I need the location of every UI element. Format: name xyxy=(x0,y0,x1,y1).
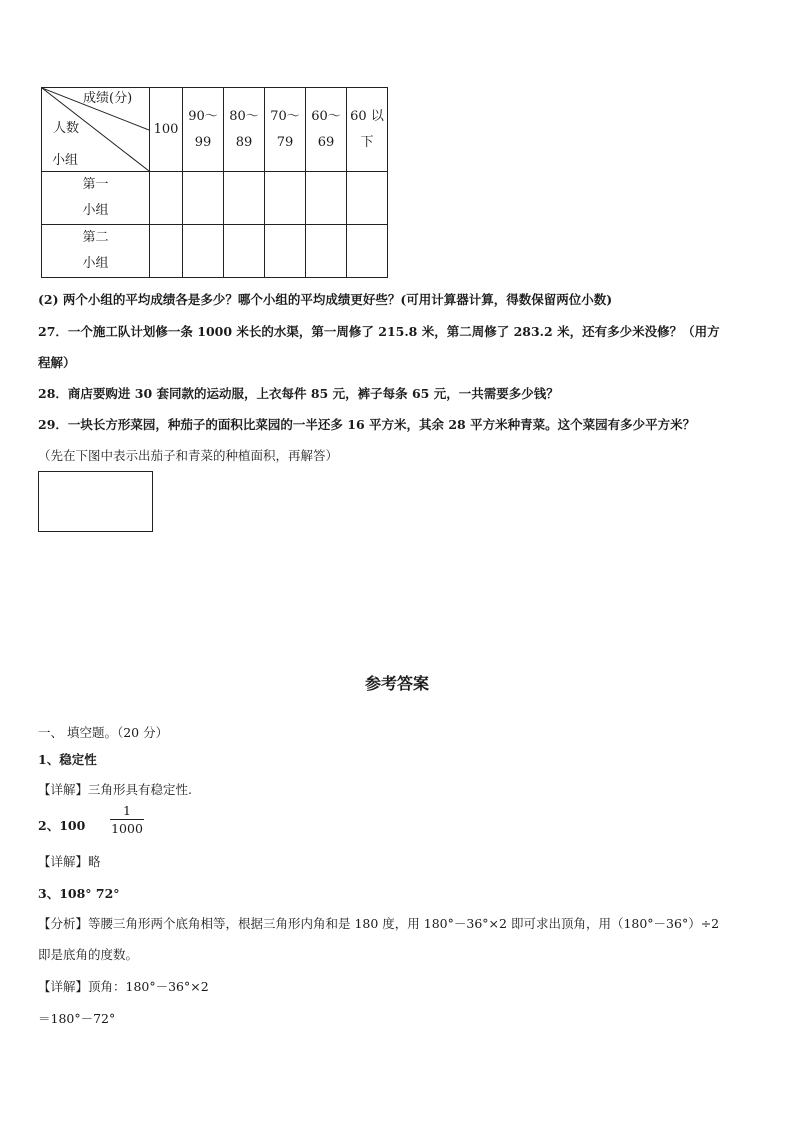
question-2: (2) 两个小组的平均成绩各是多少？哪个小组的平均成绩更好些？(可用计算器计算，得数保留两位小数) xyxy=(38,292,613,307)
table-row xyxy=(42,172,388,225)
table-cell xyxy=(265,225,306,278)
diag-label-group: 小组 xyxy=(52,153,79,168)
header-100: 100 xyxy=(150,88,183,172)
row-label-group2: 第二 小组 xyxy=(42,225,150,278)
question-27-line2: 程解） xyxy=(38,355,76,370)
diag-label-count: 人数 xyxy=(53,121,80,136)
question-28: 28．商店要购进 30 套同款的运动服，上衣每件 85 元，裤子每条 65 元，一共需要多少钱？ xyxy=(38,386,559,401)
answer-2: 2、100 xyxy=(38,818,86,833)
answers-section-1: 一、 填空题。（20 分） xyxy=(38,725,169,740)
header-below-60: 60 以 下 xyxy=(347,88,388,172)
fraction-numerator: 1 xyxy=(123,803,131,818)
table-cell xyxy=(265,172,306,225)
table-cell xyxy=(347,172,388,225)
table-cell xyxy=(306,225,347,278)
header-80-89: 80～ 89 xyxy=(224,88,265,172)
answer-2-detail: 【详解】略 xyxy=(38,854,101,869)
fraction-bar xyxy=(110,819,144,820)
score-table xyxy=(41,87,388,278)
answer-3-step: ＝180°－72° xyxy=(38,1011,116,1026)
answer-1: 1、稳定性 xyxy=(38,752,97,767)
fraction-denominator: 1000 xyxy=(111,821,143,836)
table-cell xyxy=(306,172,347,225)
table-cell xyxy=(183,225,224,278)
diagonal-header-cell xyxy=(42,88,150,172)
question-27-line1: 27．一个施工队计划修一条 1000 米长的水渠，第一周修了 215.8 米，第二周修了 283.2 米，还有多少米没修？（用方 xyxy=(38,324,720,339)
table-cell xyxy=(183,172,224,225)
table-row xyxy=(42,225,388,278)
table-cell xyxy=(224,172,265,225)
answer-3-analysis-line1: 【分析】等腰三角形两个底角相等，根据三角形内角和是 180 度，用 180°－36°×2 即可求出顶角，用（180°－36°）÷2 xyxy=(38,916,720,931)
question-29-line2: （先在下图中表示出茄子和青菜的种植面积，再解答） xyxy=(38,448,339,463)
answer-2-fraction xyxy=(110,803,144,836)
table-header-row xyxy=(42,88,388,172)
table-cell xyxy=(150,225,183,278)
answer-3-analysis-line2: 即是底角的度数。 xyxy=(38,947,139,962)
question-29-line1: 29．一块长方形菜园，种茄子的面积比菜园的一半还多 16 平方米，其余 28 平方米种青菜。这个菜园有多少平方米？ xyxy=(38,417,696,432)
answer-3-detail: 【详解】顶角：180°－36°×2 xyxy=(38,979,209,994)
garden-rectangle-diagram xyxy=(38,471,153,532)
row-label-group1: 第一 小组 xyxy=(42,172,150,225)
header-70-79: 70～ 79 xyxy=(265,88,306,172)
header-60-69: 60～ 69 xyxy=(306,88,347,172)
answer-3: 3、108° 72° xyxy=(38,886,120,901)
table-cell xyxy=(150,172,183,225)
table-cell xyxy=(224,225,265,278)
table-cell xyxy=(347,225,388,278)
answers-title: 参考答案 xyxy=(364,674,429,693)
diag-label-score: 成绩(分) xyxy=(83,91,133,106)
answer-1-detail: 【详解】三角形具有稳定性. xyxy=(38,782,192,797)
header-90-99: 90～ 99 xyxy=(183,88,224,172)
